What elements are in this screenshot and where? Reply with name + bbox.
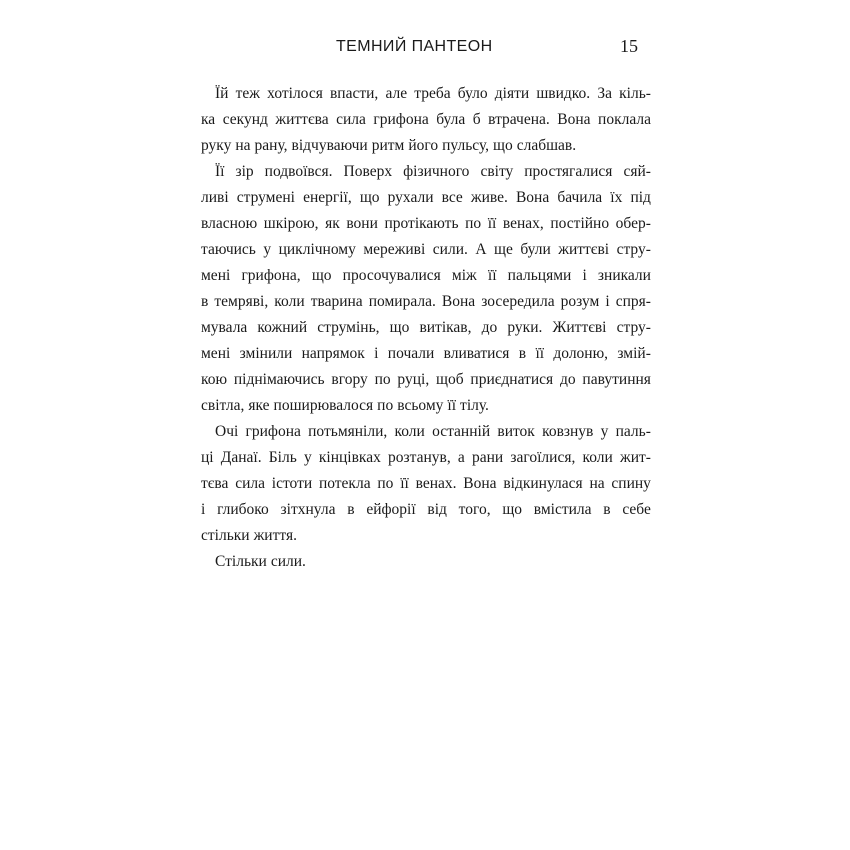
text-line: в темряві, коли тварина помирала. Вона зосередила розум і спря-: [201, 293, 651, 310]
text-line: руку на рану, відчуваючи ритм його пульсу, що слабшав.: [201, 137, 577, 154]
text-line: мені грифона, що просочувалися між її пальцями і зникали: [201, 267, 651, 284]
text-line: світла, яке поширювалося по всьому її тілу.: [201, 397, 489, 414]
running-head-title: ТЕМНИЙ ПАНТЕОН: [336, 38, 493, 55]
text-line: Їй теж хотілося впасти, але треба було діяти швидко. За кіль-: [215, 85, 651, 102]
text-line: і глибоко зітхнула в ейфорії від того, що вмістила в себе: [201, 501, 651, 518]
text-line: Її зір подвоївся. Поверх фізичного світу простягалися сяй-: [215, 163, 651, 180]
text-line: мені змінили напрямок і почали вливатися в її долоню, змій-: [201, 345, 651, 362]
text-line: ці Данаї. Біль у кінцівках розтанув, а рани загоїлися, коли жит-: [201, 449, 651, 466]
text-line: власною шкірою, як вони протікають по її венах, постійно обер-: [201, 215, 651, 232]
text-line: кою піднімаючись вгору по руці, щоб приєднатися до павутиння: [201, 371, 651, 388]
text-line: таючись у циклічному мереживі сили. А ще були життєві стру-: [201, 241, 651, 258]
text-line: ка секунд життєва сила грифона була б втрачена. Вона поклала: [201, 111, 651, 128]
body-text: [201, 81, 651, 575]
text-line: Очі грифона потьмяніли, коли останній виток ковзнув у паль-: [215, 423, 651, 440]
text-line: стільки життя.: [201, 527, 297, 544]
text-line: Стільки сили.: [215, 553, 306, 570]
text-line: мувала кожний струмінь, що витікав, до руки. Життєві стру-: [201, 319, 651, 336]
text-line: тєва сила істоти потекла по її венах. Вона відкинулася на спину: [201, 475, 651, 492]
text-line: ливі струмені енергії, що рухали все живе. Вона бачила їх під: [201, 189, 651, 206]
page-number: 15: [620, 36, 638, 56]
